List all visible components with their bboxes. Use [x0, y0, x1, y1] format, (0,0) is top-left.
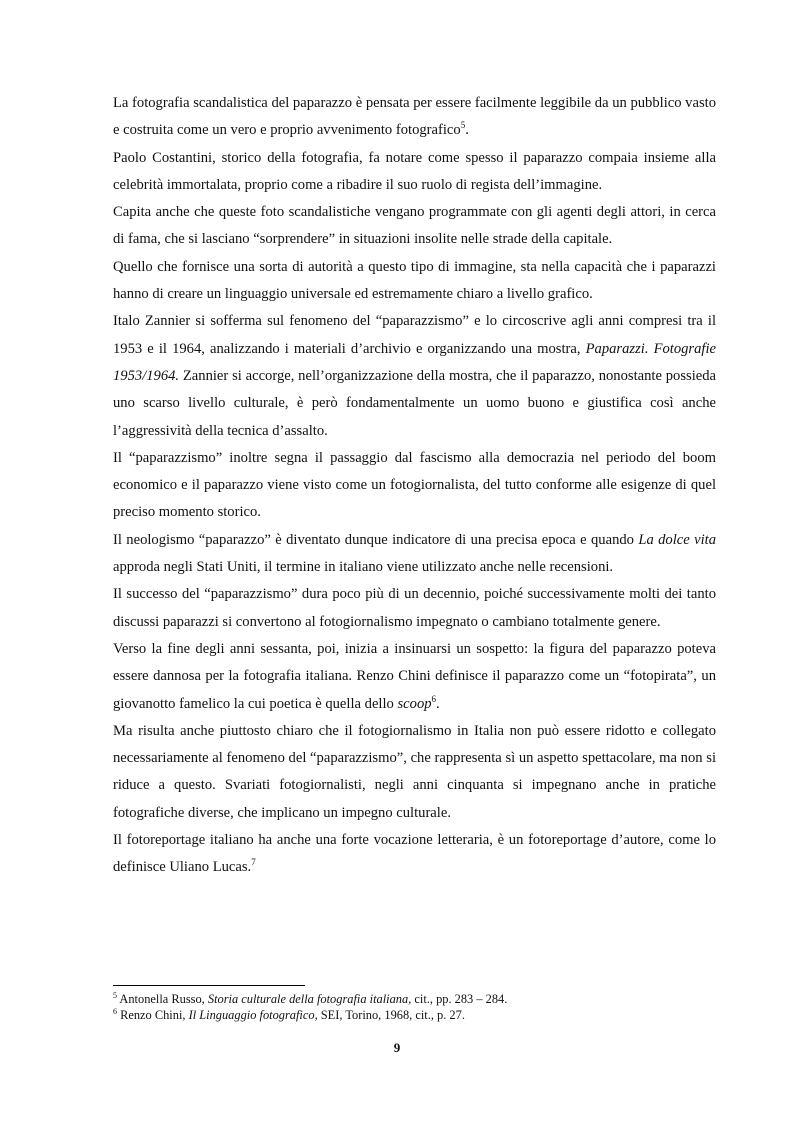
paragraph: [113, 636, 716, 718]
footnote-details: SEI, Torino, 1968, cit., p. 27.: [317, 1008, 465, 1022]
paragraph-text: .: [436, 695, 440, 712]
paragraph-text: Il fotoreportage italiano ha anche una forte vocazione letteraria, è un fotoreportage d’autore, come lo definisce Uliano Lucas.: [113, 832, 716, 876]
footnote-separator: [113, 985, 305, 986]
footnote-author: Renzo Chini,: [117, 1008, 189, 1022]
footnote-number: 6: [113, 1007, 117, 1016]
footnote: [113, 1007, 716, 1023]
footnote-ref[interactable]: 7: [251, 857, 256, 868]
paragraph-text: Verso la fine degli anni sessanta, poi, inizia a insinuarsi un sospetto: la figura del paparazzo poteva essere dannosa per la fotografia italiana. Renzo Chini definisce il paparazzo come un “fotopirata”, un giovanotto famelico la cui poetica è quella dello: [113, 640, 716, 712]
footnote-author: Antonella Russo,: [117, 992, 208, 1006]
footnote-title: Il Linguaggio fotografico,: [188, 1008, 318, 1022]
italic-term: scoop: [397, 695, 432, 712]
paragraph-text: Il neologismo “paparazzo” è diventato dunque indicatore di una precisa epoca e quando: [113, 531, 639, 548]
paragraph: [113, 827, 716, 882]
paragraph: [113, 308, 716, 444]
paragraph-text: Zannier si accorge, nell’organizzazione della mostra, che il paparazzo, nonostante possieda uno scarso livello culturale, è però fondamentalmente un uomo buono e giustifica così anche l’aggressività della tecnica d’assalto.: [113, 367, 716, 439]
paragraph: [113, 527, 716, 582]
paragraph: Il successo del “paparazzismo” dura poco più di un decennio, poiché successivamente molti dei tanto discussi paparazzi si convertono al fotogiornalismo impegnato o cambiano totalmente genere.: [113, 586, 716, 630]
paragraph: Paolo Costantini, storico della fotografia, fa notare come spesso il paparazzo compaia insieme alla celebrità immortalata, proprio come a ribadire il suo ruolo di regista dell’immagine.: [113, 149, 716, 193]
film-title: La dolce vita: [638, 531, 717, 548]
paragraph: [113, 90, 716, 145]
page-number: 9: [393, 1040, 401, 1055]
paragraph-text: .: [465, 122, 469, 139]
footnote-details: cit., pp. 283 – 284.: [411, 992, 508, 1006]
footnote-title: Storia culturale della fotografia italiana,: [207, 992, 412, 1006]
paragraph-text: approda negli Stati Uniti, il termine in italiano viene utilizzato anche nelle recensioni.: [113, 559, 614, 576]
footnotes: [113, 991, 716, 1023]
paragraph: Quello che fornisce una sorta di autorità a questo tipo di immagine, sta nella capacità che i paparazzi hanno di creare un linguaggio universale ed estremamente chiaro a livello grafico.: [113, 258, 716, 303]
footnote-ref[interactable]: 5: [460, 120, 466, 131]
paragraph-text: La fotografia scandalistica del paparazzo è pensata per essere facilmente leggibile da un pubblico vasto e costruita come un vero e proprio avvenimento fotografico: [113, 95, 716, 139]
paragraph-text: Italo Zannier si sofferma sul fenomeno del “paparazzismo” e lo circoscrive agli anni compresi tra il 1953 e il 1964, analizzando i materiali d’archivio e organizzando una mostra,: [113, 313, 716, 357]
footnote: [113, 991, 716, 1007]
paragraph: Ma risulta anche piuttosto chiaro che il fotogiornalismo in Italia non può essere ridotto e collegato necessariamente al fenomeno del “paparazzismo”, che rappresenta sì un aspetto spettacolare, ma non si riduce a questo. Svariati fotogiornalisti, negli anni cinquanta si impegnano anche in pratiche fotografiche diverse, che implicano un impegno culturale.: [113, 722, 716, 821]
paragraph: Capita anche che queste foto scandalistiche vengano programmate con gli agenti degli attori, in cerca di fama, che si lasciano “sorprendere” in situazioni insolite nelle strade della capitale.: [113, 204, 716, 248]
body-text: [113, 90, 716, 882]
footnote-number: 5: [113, 991, 117, 1000]
exhibition-title: Paparazzi. Fotografie 1953/1964.: [113, 340, 716, 384]
footnote-ref[interactable]: 6: [431, 693, 437, 704]
paragraph: Il “paparazzismo” inoltre segna il passaggio dal fascismo alla democrazia nel periodo del boom economico e il paparazzo viene visto come un fotogiornalista, del tutto conforme alle esigenze di quel preciso momento storico.: [113, 449, 716, 521]
